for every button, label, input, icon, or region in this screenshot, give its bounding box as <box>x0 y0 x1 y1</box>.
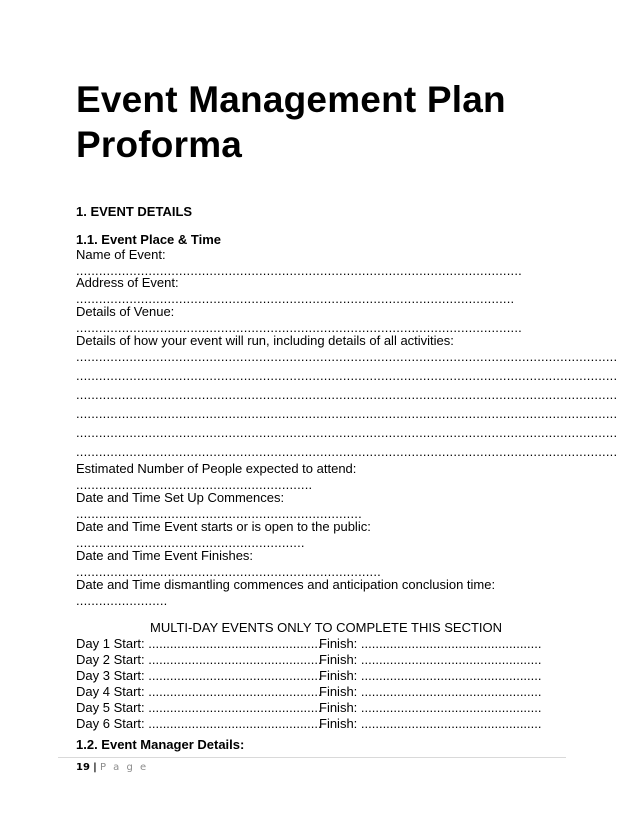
subsection-heading-manager-details: 1.2. Event Manager Details: <box>76 737 245 752</box>
day-finish-field[interactable]: Finish: .................................................. <box>319 700 542 715</box>
multi-day-heading: MULTI-DAY EVENTS ONLY TO COMPLETE THIS SECTION <box>150 620 503 635</box>
day-start-field[interactable]: Day 6 Start: ................................................ <box>76 716 322 731</box>
open-field[interactable]: ............................................................ <box>76 535 305 550</box>
setup-label: Date and Time Set Up Commences: <box>76 490 285 505</box>
day-finish-field[interactable]: Finish: .................................................. <box>319 636 542 651</box>
activities-label: Details of how your event will run, including details of all activities: <box>76 333 454 348</box>
activities-line[interactable]: .............................................................................................................................................. <box>76 406 618 421</box>
day-finish-field[interactable]: Finish: .................................................. <box>319 716 542 731</box>
day-row <box>76 636 542 652</box>
details-of-venue-field[interactable]: ..................................................................................................................... <box>76 320 522 335</box>
day-start-field[interactable]: Day 3 Start: ................................................ <box>76 668 322 683</box>
day-finish-field[interactable]: Finish: .................................................. <box>319 668 542 683</box>
dismantle-label: Date and Time dismantling commences and anticipation conclusion time: <box>76 577 496 592</box>
page-number: 19 <box>76 762 90 773</box>
day-finish-field[interactable]: Finish: .................................................. <box>319 652 542 667</box>
people-field[interactable]: .............................................................. <box>76 477 313 492</box>
day-finish-field[interactable]: Finish: .................................................. <box>319 684 542 699</box>
people-label: Estimated Number of People expected to attend: <box>76 461 357 476</box>
day-row <box>76 700 542 716</box>
document-title: Event Management Plan Proforma <box>76 79 506 165</box>
dismantle-field[interactable]: ........................ <box>76 593 168 608</box>
day-start-field[interactable]: Day 4 Start: ................................................ <box>76 684 322 699</box>
name-of-event-label: Name of Event: <box>76 247 166 262</box>
day-start-field[interactable]: Day 5 Start: ................................................ <box>76 700 322 715</box>
activities-line[interactable]: .............................................................................................................................................. <box>76 444 618 459</box>
address-of-event-field[interactable]: ................................................................................................................... <box>76 291 515 306</box>
address-of-event-label: Address of Event: <box>76 275 179 290</box>
page-word: P a g e <box>99 762 149 773</box>
day-row <box>76 668 542 684</box>
finish-field[interactable]: ................................................................................ <box>76 564 381 579</box>
day-row <box>76 652 542 668</box>
subsection-heading-place-time: 1.1. Event Place & Time <box>76 232 221 247</box>
name-of-event-field[interactable]: ..................................................................................................................... <box>76 263 522 278</box>
details-of-venue-label: Details of Venue: <box>76 304 175 319</box>
setup-field[interactable]: ........................................................................... <box>76 506 362 521</box>
activities-line[interactable]: .............................................................................................................................................. <box>76 387 618 402</box>
activities-line[interactable]: .............................................................................................................................................. <box>76 425 618 440</box>
finish-label: Date and Time Event Finishes: <box>76 548 254 563</box>
page-footer <box>76 762 148 773</box>
footer-divider <box>58 757 566 758</box>
day-start-field[interactable]: Day 1 Start: ................................................ <box>76 636 322 651</box>
footer-separator: | <box>93 762 97 773</box>
day-row <box>76 684 542 700</box>
open-label: Date and Time Event starts or is open to the public: <box>76 519 371 534</box>
day-row <box>76 716 542 732</box>
activities-line[interactable]: .............................................................................................................................................. <box>76 349 618 364</box>
activities-line[interactable]: .............................................................................................................................................. <box>76 368 618 383</box>
day-start-field[interactable]: Day 2 Start: ................................................ <box>76 652 322 667</box>
section-heading-event-details: 1. EVENT DETAILS <box>76 204 193 219</box>
